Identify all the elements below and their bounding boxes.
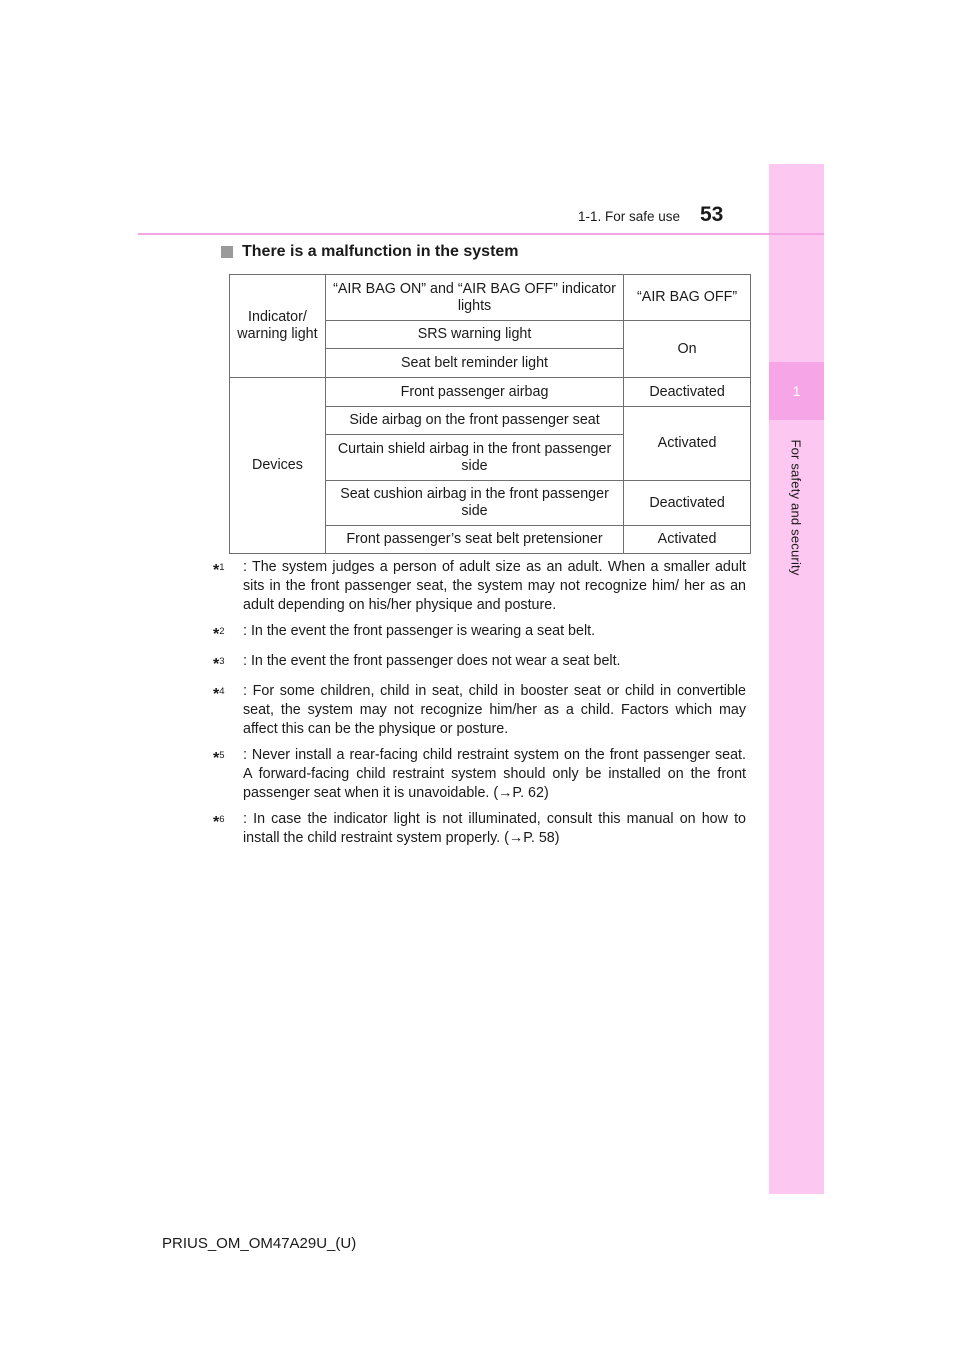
status-cell: On (624, 321, 751, 378)
footnote-text: : In the event the front passenger does not wear a seat belt. (243, 653, 621, 669)
header-divider (138, 233, 824, 235)
footnote (213, 622, 746, 645)
item-cell: Seat belt reminder light (325, 349, 623, 378)
footnote-text: : For some children, child in seat, child in booster seat or child in convertible seat, the system may not recognize him/her as a child. Factors which may affect this can be the physique or posture. (243, 683, 746, 737)
status-cell: Deactivated (624, 481, 751, 526)
status-cell: Activated (624, 526, 751, 554)
footnote-marker: *$^6$ (213, 814, 225, 831)
footnote-text: : The system judges a person of adult size as an adult. When a smaller adult sits in the front passenger seat, the system may not recognize him/ her as an adult depending on his/her physique and posture. (243, 559, 746, 613)
item-cell: “AIR BAG ON” and “AIR BAG OFF” indicator lights (325, 275, 623, 321)
footnote (213, 558, 746, 615)
airbag-status-table (229, 274, 751, 554)
footnote-marker: *$^3$ (213, 656, 225, 673)
item-cell: Seat cushion airbag in the front passenger side (325, 481, 623, 526)
group-cell-indicator: Indicator/ warning light (230, 275, 326, 378)
footnote-text: : In the event the front passenger is wearing a seat belt. (243, 623, 596, 639)
footnote-marker: *$^1$ (213, 562, 225, 579)
item-cell: Front passenger airbag (325, 378, 623, 407)
table-row (230, 378, 751, 407)
chapter-number-tab (769, 362, 824, 420)
footnote-marker: *$^5$ (213, 750, 225, 767)
item-cell: Front passenger’s seat belt pretensioner (325, 526, 623, 554)
footnote (213, 746, 746, 803)
status-cell: Deactivated (624, 378, 751, 407)
footnote-text: : In case the indicator light is not illuminated, consult this manual on how to install the child restraint system properly. (→P. 58) (243, 811, 746, 846)
footnote-marker: *$^4$ (213, 686, 225, 703)
table-row (230, 275, 751, 321)
chapter-side-tab (769, 164, 824, 1194)
square-bullet-icon (221, 246, 233, 258)
status-cell: Activated (624, 407, 751, 481)
footnote (213, 652, 746, 675)
footnote-marker: *$^2$ (213, 626, 225, 643)
status-cell: “AIR BAG OFF” (624, 275, 751, 321)
section-heading-text: There is a malfunction in the system (242, 243, 519, 260)
page-number: 53 (700, 203, 724, 226)
group-cell-devices: Devices (230, 378, 326, 554)
section-heading (221, 243, 519, 261)
chapter-number: 1 (792, 383, 801, 399)
item-cell: SRS warning light (325, 321, 623, 349)
footnote-text: : Never install a rear-facing child restraint system on the front passenger seat. A forward-facing child restraint system should only be installed on the front passenger seat when it is unavoidable. (→P. 62) (243, 747, 746, 801)
footnotes (213, 558, 746, 855)
item-cell: Curtain shield airbag in the front passenger side (325, 435, 623, 481)
section-label: 1-1. For safe use (578, 209, 681, 224)
footnote (213, 810, 746, 848)
chapter-title: For safety and security (788, 439, 804, 576)
footnote (213, 682, 746, 739)
manual-id: PRIUS_OM_OM47A29U_(U) (162, 1235, 357, 1252)
item-cell: Side airbag on the front passenger seat (325, 407, 623, 435)
